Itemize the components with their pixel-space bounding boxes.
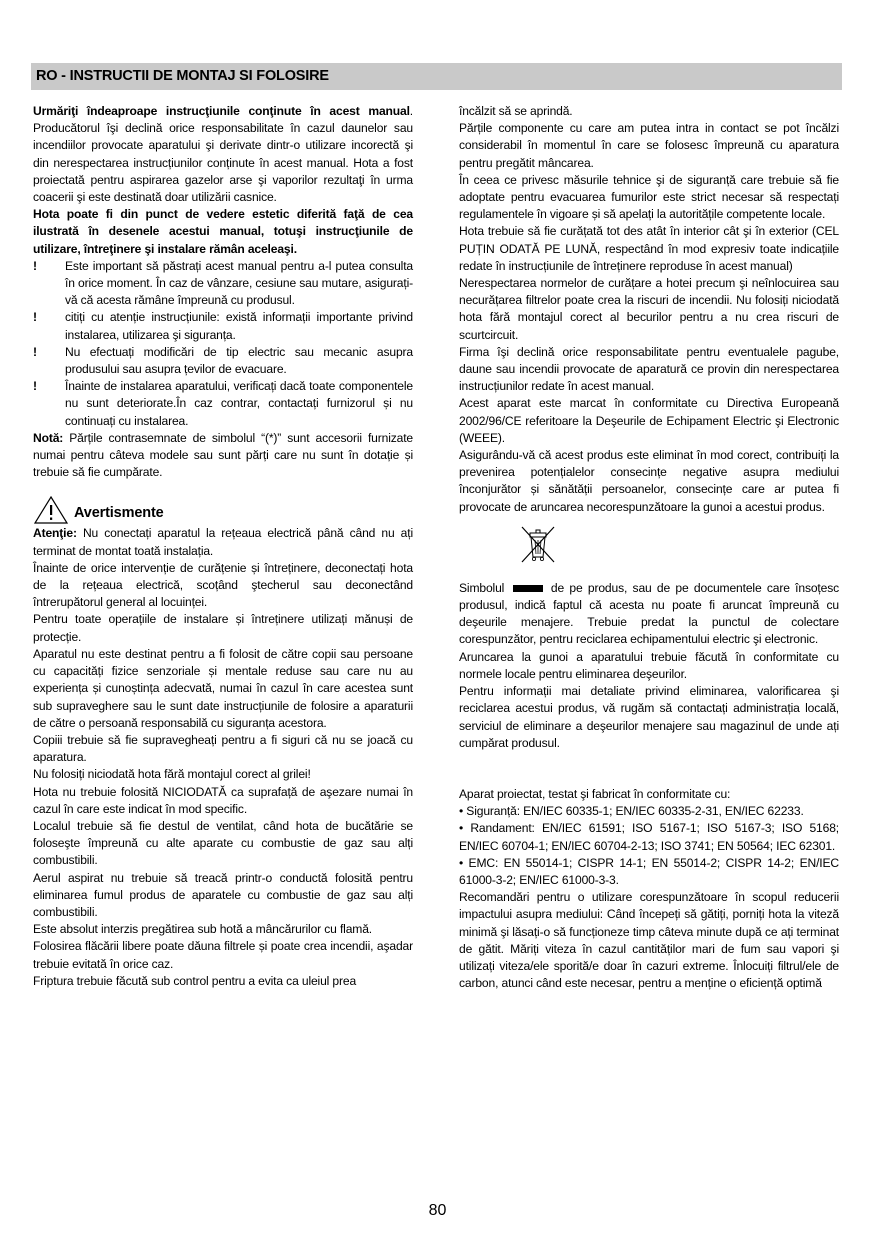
paragraph: Nerespectarea normelor de curățare a hotei precum şi neînlocuirea sau necurățarea filtrelor poate crea la riscuri de incendii. Nu folosiți niciodată hota fără montajul corect al becurilor pentru a nu crea riscuri de scurtcircuit. bbox=[459, 276, 839, 342]
paragraph: Părțile componente cu care am putea intra in contact se pot încălzi considerabil în momentul în care se folosesc împreună cu aparatura pentru pregătit mâncarea. bbox=[459, 121, 839, 170]
paragraph: Recomandări pentru o utilizare corespunzătoare în scopul reducerii impactului asupra mediului: Când începeți să gătiți, porniți hota la viteză minimă şi lăsați-o să funcționeze timp câteva minute după ce ați terminat de gătit. Măriți viteza în cazul cantităților mari de fum sau vapori şi utilizați viteza/ele sporită/e doar în cazuri extreme. Înlocuiți filtrul/ele de carbon, atunci când este necesar, pentru a menține o eficiență optimă bbox=[459, 890, 839, 991]
intro-bold: Urmăriţi îndeaproape instrucţiunile conţinute în acest manual bbox=[33, 104, 410, 118]
black-bar-icon bbox=[513, 585, 543, 592]
paragraph: • Siguranță: EN/IEC 60335-1; EN/IEC 60335-2-31, EN/IEC 62233. bbox=[459, 804, 804, 819]
note-label: Notă: bbox=[33, 430, 64, 445]
exclamation-icon: ! bbox=[33, 379, 37, 394]
exclamation-icon: ! bbox=[33, 258, 37, 273]
paragraph: Aruncarea la gunoi a aparatului trebuie făcută în conformitate cu normele locale pentru eliminarea deşeurilor. bbox=[459, 649, 839, 681]
exclamation-icon: ! bbox=[33, 344, 37, 359]
paragraph: Pentru toate operațiile de instalare și întreținere utilizați mănuși de protecție. bbox=[33, 612, 413, 644]
left-column bbox=[33, 103, 413, 990]
bullet-item bbox=[33, 378, 413, 430]
note-paragraph bbox=[33, 430, 413, 482]
note-text: Părțile contrasemnate de simbolul “(*)” sunt accesorii furnizate numai pentru câteva modele sau sunt părți care nu sunt în dotație și trebuie să fie cumpărate. bbox=[33, 430, 413, 480]
attention-paragraph bbox=[33, 525, 413, 559]
symbol-post: de pe produs, sau de pe documentele care însoțesc produsul, indică faptul că acesta nu poate fi aruncat împreună cu deşeurile menajere. Trebuie predat la punctul de colectare corespunzător, pentru reciclarea echipamentului electric şi electronic. bbox=[459, 580, 839, 647]
paragraph: Înainte de orice intervenție de curățenie și întreținere, deconectați hota de la rețeaua electrică, scoțând ştecherul sau deconectând întrerupătorul general al locuinței. bbox=[33, 560, 413, 610]
paragraph: Hota nu trebuie folosită NICIODATĂ ca suprafață de aşezare numai în cazul în care este indicat în mod specific. bbox=[33, 784, 413, 816]
paragraph: • EMC: EN 55014-1; CISPR 14-1; EN 55014-2; CISPR 14-2; EN/IEC 61000-3-2; EN/IEC 61000-3-3. bbox=[459, 855, 839, 887]
paragraph: Firma îşi declină orice responsabilitate pentru eventualele pagube, daune sau incendii provocate de aparatură ce provin din nerespectarea instrucțiunilor redate în acest manual. bbox=[459, 344, 839, 394]
intro-paragraph bbox=[33, 103, 413, 206]
exclamation-icon: ! bbox=[33, 310, 37, 325]
warnings-heading bbox=[33, 495, 413, 525]
paragraph: Este absolut interzis pregătirea sub hotă a mâncărurilor cu flamă. bbox=[33, 922, 372, 937]
bullet-item bbox=[33, 344, 413, 378]
paragraph: Hota trebuie să fie curățată tot des atât în interior cât şi în exterior (CEL PUȚIN ODATĂ PE LUNĂ, respectând în mod expresiv toate indicațiile redate în instrucțiunile de întreținere reproduse în acest manual) bbox=[459, 224, 839, 273]
bullet-text: Este important să păstrați acest manual pentru a-l putea consulta în orice moment. În caz de vânzare, cesiune sau mutare, asigurați-vă că acesta rămâne împreună cu produsul. bbox=[65, 258, 413, 308]
warning-triangle-icon bbox=[33, 495, 69, 525]
paragraph: • Randament: EN/IEC 61591; ISO 5167-1; ISO 5167-3; ISO 5168; EN/IEC 60704-1; EN/IEC 60704-2-13; ISO 3741; EN 50564; IEC 62301. bbox=[459, 821, 839, 853]
paragraph: Acest aparat este marcat în conformitate cu Directiva Europeană 2002/96/CE referitoare la Deşeurile de Echipament Electric şi Electronic (WEEE). bbox=[459, 396, 839, 445]
bullet-text: Nu efectuați modificări de tip electric sau mecanic asupra produsului sau asupra țevilor de evacuare. bbox=[65, 344, 413, 377]
paragraph: Aparatul nu este destinat pentru a fi folosit de către copii sau persoane cu capacități fizice senzoriale și mentale reduse sau care nu au experiența și cunoștința adecvată, numai în cazul în care acestea sunt sub supraveghere sau le sunt date instrucțiunile de folosire a aparaturii de către o persoană responsabilă cu siguranța acestora. bbox=[33, 646, 413, 730]
weee-symbol bbox=[459, 524, 839, 564]
spacer bbox=[459, 752, 839, 769]
warnings-title: Avertismente bbox=[74, 505, 164, 522]
paragraph: Pentru informații mai detaliate privind eliminarea, valorificarea şi reciclarea acestui produs, vă rugăm să contactați administrația locală, serviciul de eliminare a deşeurilor menajere sau magazinul de unde ați cumpărat produsul. bbox=[459, 684, 839, 750]
spacer bbox=[459, 769, 839, 786]
intro-rest: . Producătorul îşi declină orice responsabilitate în cazul daunelor sau incendiilor provocate aparatului şi derivate dintr-o utilizare incorectă şi din nerespectarea instrucțiunilor conținute în acest manual. Hota a fost proiectată pentru aspirarea gazelor arse şi vaporilor rezultaţi în urma coacerii şi este destinată doar utilizării casnice. bbox=[33, 104, 413, 205]
bullet-item bbox=[33, 258, 413, 310]
attention-label: Atenţie: bbox=[33, 526, 77, 541]
paragraph: încălzit să se aprindă. bbox=[459, 104, 573, 118]
right-column bbox=[459, 103, 839, 992]
paragraph: Nu folosiți niciodată hota fără montajul corect al grilei! bbox=[33, 767, 311, 782]
paragraph: Folosirea flăcării libere poate dăuna filtrele și poate crea incendii, aşadar trebuie evitată în orice caz. bbox=[33, 939, 413, 971]
bullet-text: citiți cu atenție instrucțiunile: există informații importante privind instalarea, utilizarea şi siguranța. bbox=[65, 310, 413, 342]
bullet-item bbox=[33, 309, 413, 343]
design-note: Hota poate fi din punct de vedere estetic diferită faţă de cea ilustrată în desenele acestui manual, totuşi instrucţiunile de utilizare, întreţinere şi instalare rămân aceleaşi. bbox=[33, 207, 413, 256]
page-number: 80 bbox=[428, 1202, 447, 1219]
paragraph: Copiii trebuie să fie supravegheați pentru a fi siguri că nu se joacă cu aparatura. bbox=[33, 732, 413, 765]
paragraph: Asigurându-vă că acest produs este eliminat în mod corect, contribuiți la prevenirea potențialelor consecințe negative asupra mediului înconjurător și sănătății persoanelor, consecințe care ar putea fi provocate de aruncarea necorespunzătoare la gunoi a acestui produs. bbox=[459, 448, 839, 514]
symbol-paragraph bbox=[459, 580, 839, 649]
section-header bbox=[31, 63, 842, 90]
paragraph: În ceea ce privesc măsurile tehnice şi de siguranță care trebuie să fie adoptate pentru evacuarea fumurilor este strict necesar să respectați regulamentele în vigoare și să apelați la autoritățile competente locale. bbox=[459, 172, 839, 222]
section-title: RO - INSTRUCTII DE MONTAJ SI FOLOSIRE bbox=[36, 68, 329, 84]
paragraph: Localul trebuie să fie destul de ventilat, când hota de bucătărie se foloseşte împreună cu alte aparate cu combustie de gaz sau alți combustibili. bbox=[33, 818, 413, 868]
paragraph: Aerul aspirat nu trebuie să treacă printr-o conductă folosită pentru eliminarea fumul produs de aparatele cu combustie de gaz sau alți combustibili. bbox=[33, 870, 413, 919]
symbol-pre: Simbolul bbox=[459, 580, 505, 595]
crossed-bin-icon bbox=[518, 524, 558, 564]
paragraph: Aparat proiectat, testat şi fabricat în conformitate cu: bbox=[459, 786, 731, 801]
paragraph: Friptura trebuie făcută sub control pentru a evita ca uleiul prea bbox=[33, 973, 357, 988]
bullet-text: Înainte de instalarea aparatului, verificați dacă toate componentele nu sunt deteriorate.În caz contrar, contactați furnizorul și nu continuați cu instalarea. bbox=[65, 379, 413, 428]
attention-text: Nu conectați aparatul la rețeaua electrică până când nu ați terminat de montat toată instalația. bbox=[33, 526, 413, 558]
